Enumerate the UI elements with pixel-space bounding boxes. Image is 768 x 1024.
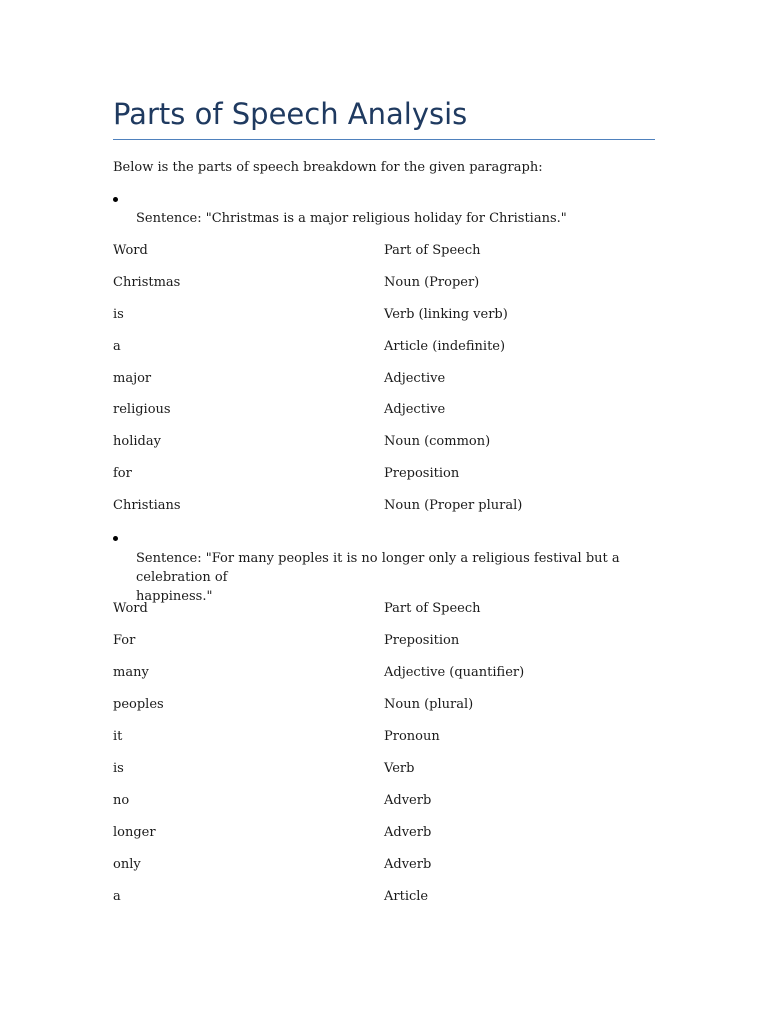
word-cell: longer [113,825,156,840]
word-cell: holiday [113,434,161,449]
part-of-speech-cell: Noun (common) [384,434,491,449]
bullet-icon [113,534,121,542]
part-of-speech-cell: Adverb [384,793,432,808]
sentence-2-line-2: happiness." [136,589,213,604]
column-header-part-of-speech: Part of Speech [384,243,481,258]
part-of-speech-cell: Article [384,889,429,904]
table-row [113,400,655,420]
column-header-part-of-speech: Part of Speech [384,601,481,616]
table-row [113,496,655,516]
table-row [113,337,655,357]
part-of-speech-cell: Adjective [384,371,446,386]
table-row [113,432,655,452]
sentence-2 [136,549,656,606]
word-cell: a [113,889,121,904]
part-of-speech-cell: Noun (Proper) [384,275,480,290]
word-cell: Christmas [113,275,181,290]
word-cell: For [113,633,136,648]
word-cell: many [113,665,149,680]
word-cell: peoples [113,697,164,712]
word-cell: no [113,793,130,808]
part-of-speech-cell: Verb (linking verb) [384,307,508,322]
table-row [113,823,655,843]
table-row [113,464,655,484]
part-of-speech-cell: Adverb [384,857,432,872]
column-header-word: Word [113,243,148,258]
table-row [113,855,655,875]
word-cell: major [113,371,152,386]
word-cell: it [113,729,123,744]
part-of-speech-cell: Verb [384,761,415,776]
table-row [113,305,655,325]
part-of-speech-cell: Preposition [384,633,460,648]
table-row [113,273,655,293]
part-of-speech-cell: Article (indefinite) [384,339,506,354]
table-row [113,887,655,907]
table-row [113,759,655,779]
column-header-word: Word [113,601,148,616]
word-cell: is [113,761,124,776]
sentence-1: Sentence: "Christmas is a major religious holiday for Christians." [136,211,567,226]
part-of-speech-cell: Pronoun [384,729,440,744]
table-row [113,663,655,683]
word-cell: is [113,307,124,322]
page-title: Parts of Speech Analysis [113,97,468,131]
table-row [113,631,655,651]
table-header-row [113,241,655,261]
part-of-speech-cell: Adjective [384,402,446,417]
bullet-icon [113,195,121,203]
part-of-speech-cell: Adverb [384,825,432,840]
table-row [113,791,655,811]
part-of-speech-cell: Noun (plural) [384,697,474,712]
part-of-speech-cell: Adjective (quantifier) [384,665,525,680]
sentence-2-line-1: Sentence: "For many peoples it is no longer only a religious festival but a celebration of [136,551,620,585]
word-cell: religious [113,402,171,417]
title-underline [113,139,655,140]
table-row [113,369,655,389]
word-cell: a [113,339,121,354]
table-row [113,727,655,747]
table-header-row [113,599,655,619]
word-cell: for [113,466,132,481]
intro-paragraph: Below is the parts of speech breakdown for the given paragraph: [113,160,543,175]
word-cell: only [113,857,141,872]
part-of-speech-cell: Preposition [384,466,460,481]
word-cell: Christians [113,498,181,513]
table-row [113,695,655,715]
part-of-speech-cell: Noun (Proper plural) [384,498,523,513]
